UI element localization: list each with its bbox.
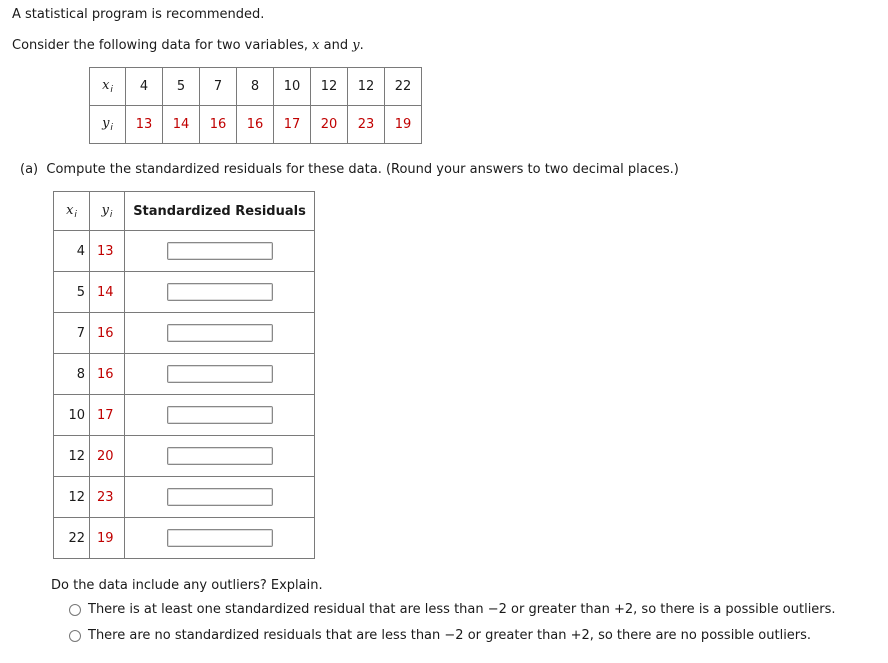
residual-input[interactable] xyxy=(167,365,273,383)
consider-prefix: Consider the following data for two variables, xyxy=(12,38,313,53)
residual-input[interactable] xyxy=(167,529,273,547)
y-cell: 13 xyxy=(126,106,163,144)
part-a-prompt xyxy=(20,162,679,177)
option-label: There is at least one standardized residual that are less than −2 or greater than +2, so there is a possible outliers. xyxy=(88,602,836,617)
part-a-label: (a) xyxy=(20,162,39,177)
residual-input[interactable] xyxy=(167,488,273,506)
y-cell: 17 xyxy=(274,106,311,144)
yi-header: $y_i$ xyxy=(90,192,125,231)
x-cell: 8 xyxy=(237,68,274,106)
row-y: 16 xyxy=(90,313,125,354)
residuals-table xyxy=(53,191,315,559)
residual-row xyxy=(54,395,315,436)
residual-row xyxy=(54,477,315,518)
row-y: 19 xyxy=(90,518,125,559)
consider-text xyxy=(12,38,364,53)
residual-row xyxy=(54,354,315,395)
row-x: 10 xyxy=(54,395,90,436)
y-cell: 16 xyxy=(200,106,237,144)
residual-input[interactable] xyxy=(167,324,273,342)
y-cell: 20 xyxy=(311,106,348,144)
x-cell: 12 xyxy=(348,68,385,106)
x-cell: 10 xyxy=(274,68,311,106)
row-x: 12 xyxy=(54,477,90,518)
var-x: x xyxy=(312,38,320,53)
y-cell: 16 xyxy=(237,106,274,144)
residual-row xyxy=(54,518,315,559)
outlier-option-no[interactable] xyxy=(69,628,811,643)
and-word: and xyxy=(319,38,353,53)
row-y: 14 xyxy=(90,272,125,313)
row-y: 20 xyxy=(90,436,125,477)
residual-input[interactable] xyxy=(167,242,273,260)
radio-button[interactable] xyxy=(69,604,81,616)
row-x: 22 xyxy=(54,518,90,559)
x-cell: 12 xyxy=(311,68,348,106)
y-header: $y_i$ xyxy=(90,106,126,144)
residual-input[interactable] xyxy=(167,447,273,465)
y-cell: 23 xyxy=(348,106,385,144)
x-row xyxy=(90,68,422,106)
row-y: 13 xyxy=(90,231,125,272)
row-y: 16 xyxy=(90,354,125,395)
residual-row xyxy=(54,272,315,313)
row-x: 8 xyxy=(54,354,90,395)
row-x: 7 xyxy=(54,313,90,354)
row-x: 12 xyxy=(54,436,90,477)
residual-row xyxy=(54,313,315,354)
residual-input[interactable] xyxy=(167,283,273,301)
residual-row xyxy=(54,231,315,272)
outlier-option-yes[interactable] xyxy=(69,602,836,617)
xi-header: $x_i$ xyxy=(54,192,90,231)
row-y: 17 xyxy=(90,395,125,436)
x-cell: 5 xyxy=(163,68,200,106)
x-cell: 22 xyxy=(385,68,422,106)
var-y: y xyxy=(352,38,360,53)
y-cell: 19 xyxy=(385,106,422,144)
x-header: $x_i$ xyxy=(90,68,126,106)
residual-input[interactable] xyxy=(167,406,273,424)
y-row xyxy=(90,106,422,144)
x-cell: 4 xyxy=(126,68,163,106)
row-y: 23 xyxy=(90,477,125,518)
row-x: 4 xyxy=(54,231,90,272)
outlier-question: Do the data include any outliers? Explain. xyxy=(51,578,323,593)
period: . xyxy=(359,38,364,53)
y-cell: 14 xyxy=(163,106,200,144)
residuals-header-row xyxy=(54,192,315,231)
part-a-text: Compute the standardized residuals for these data. (Round your answers to two decimal places.) xyxy=(46,162,679,177)
row-x: 5 xyxy=(54,272,90,313)
data-table xyxy=(89,67,422,144)
recommend-note: A statistical program is recommended. xyxy=(12,7,265,22)
radio-button[interactable] xyxy=(69,630,81,642)
residual-row xyxy=(54,436,315,477)
standardized-residuals-header: Standardized Residuals xyxy=(125,192,315,231)
option-label: There are no standardized residuals that are less than −2 or greater than +2, so there are no possible outliers. xyxy=(88,628,812,643)
x-cell: 7 xyxy=(200,68,237,106)
